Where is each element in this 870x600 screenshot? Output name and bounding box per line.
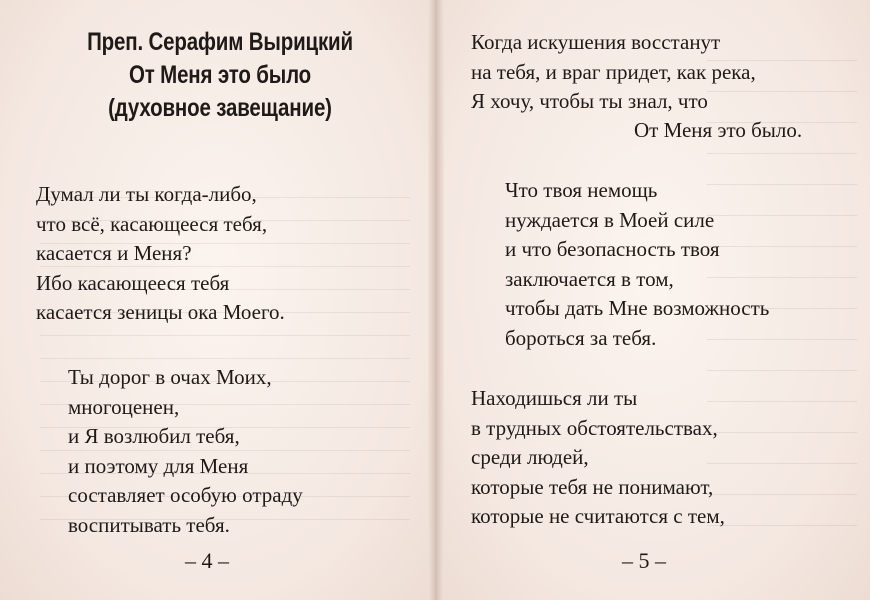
verse-line: на тебя, и враг придет, как река, [471, 59, 756, 84]
verse-line: и Я возлюбил тебя, [68, 424, 240, 448]
verse-line: и что безопасность твоя [505, 237, 720, 261]
poem-subtitle: (духовное завещание) [108, 94, 332, 122]
verse-line: Ты дорог в очах Моих, [68, 365, 272, 389]
poem-heading [64, 26, 376, 125]
verse-line: Что твоя немощь [505, 178, 658, 202]
right-stanza-1 [471, 28, 756, 117]
book-gutter [428, 0, 444, 600]
verse-line: нуждается в Моей силе [505, 207, 715, 232]
left-page [0, 0, 433, 600]
verse-line: воспитывать тебя. [68, 512, 230, 537]
verse-line: Думал ли ты когда-либо, [36, 182, 257, 206]
verse-line: Находишься ли ты [471, 386, 638, 410]
right-stanza-3 [471, 384, 725, 532]
left-stanza-2 [68, 363, 303, 540]
verse-line: Я хочу, чтобы ты знал, что [471, 89, 708, 113]
right-page [437, 0, 870, 600]
right-stanza-2 [505, 176, 769, 353]
verse-line: чтобы дать Мне возможность [505, 296, 770, 320]
verse-line: которые тебя не понимают, [471, 474, 714, 499]
verse-line: которые не считаются с тем, [471, 504, 725, 528]
verse-line: Ибо касающееся тебя [36, 270, 230, 295]
verse-line: касается и Меня? [36, 241, 192, 265]
right-stanza-1-last-line: От Меня это было. [634, 118, 803, 142]
verse-line: что всё, касающееся тебя, [36, 211, 268, 236]
verse-line: касается зеницы ока Моего. [36, 300, 285, 324]
verse-line: в трудных обстоятельствах, [471, 415, 718, 440]
verse-line: заключается в том, [505, 266, 674, 291]
page-number-right: – 5 – [622, 548, 666, 573]
author-name: Преп. Серафим Вырицкий [87, 28, 353, 56]
left-stanza-1 [36, 180, 285, 328]
verse-line: составляет особую отраду [68, 483, 303, 507]
verse-line: многоценен, [68, 394, 180, 419]
verse-line: и поэтому для Меня [68, 453, 249, 478]
poem-title: От Меня это было [128, 61, 312, 89]
verse-line: среди людей, [471, 445, 589, 469]
verse-line: Когда искушения восстанут [471, 30, 721, 54]
verse-line: бороться за тебя. [505, 325, 657, 350]
page-number-left: – 4 – [185, 548, 229, 573]
